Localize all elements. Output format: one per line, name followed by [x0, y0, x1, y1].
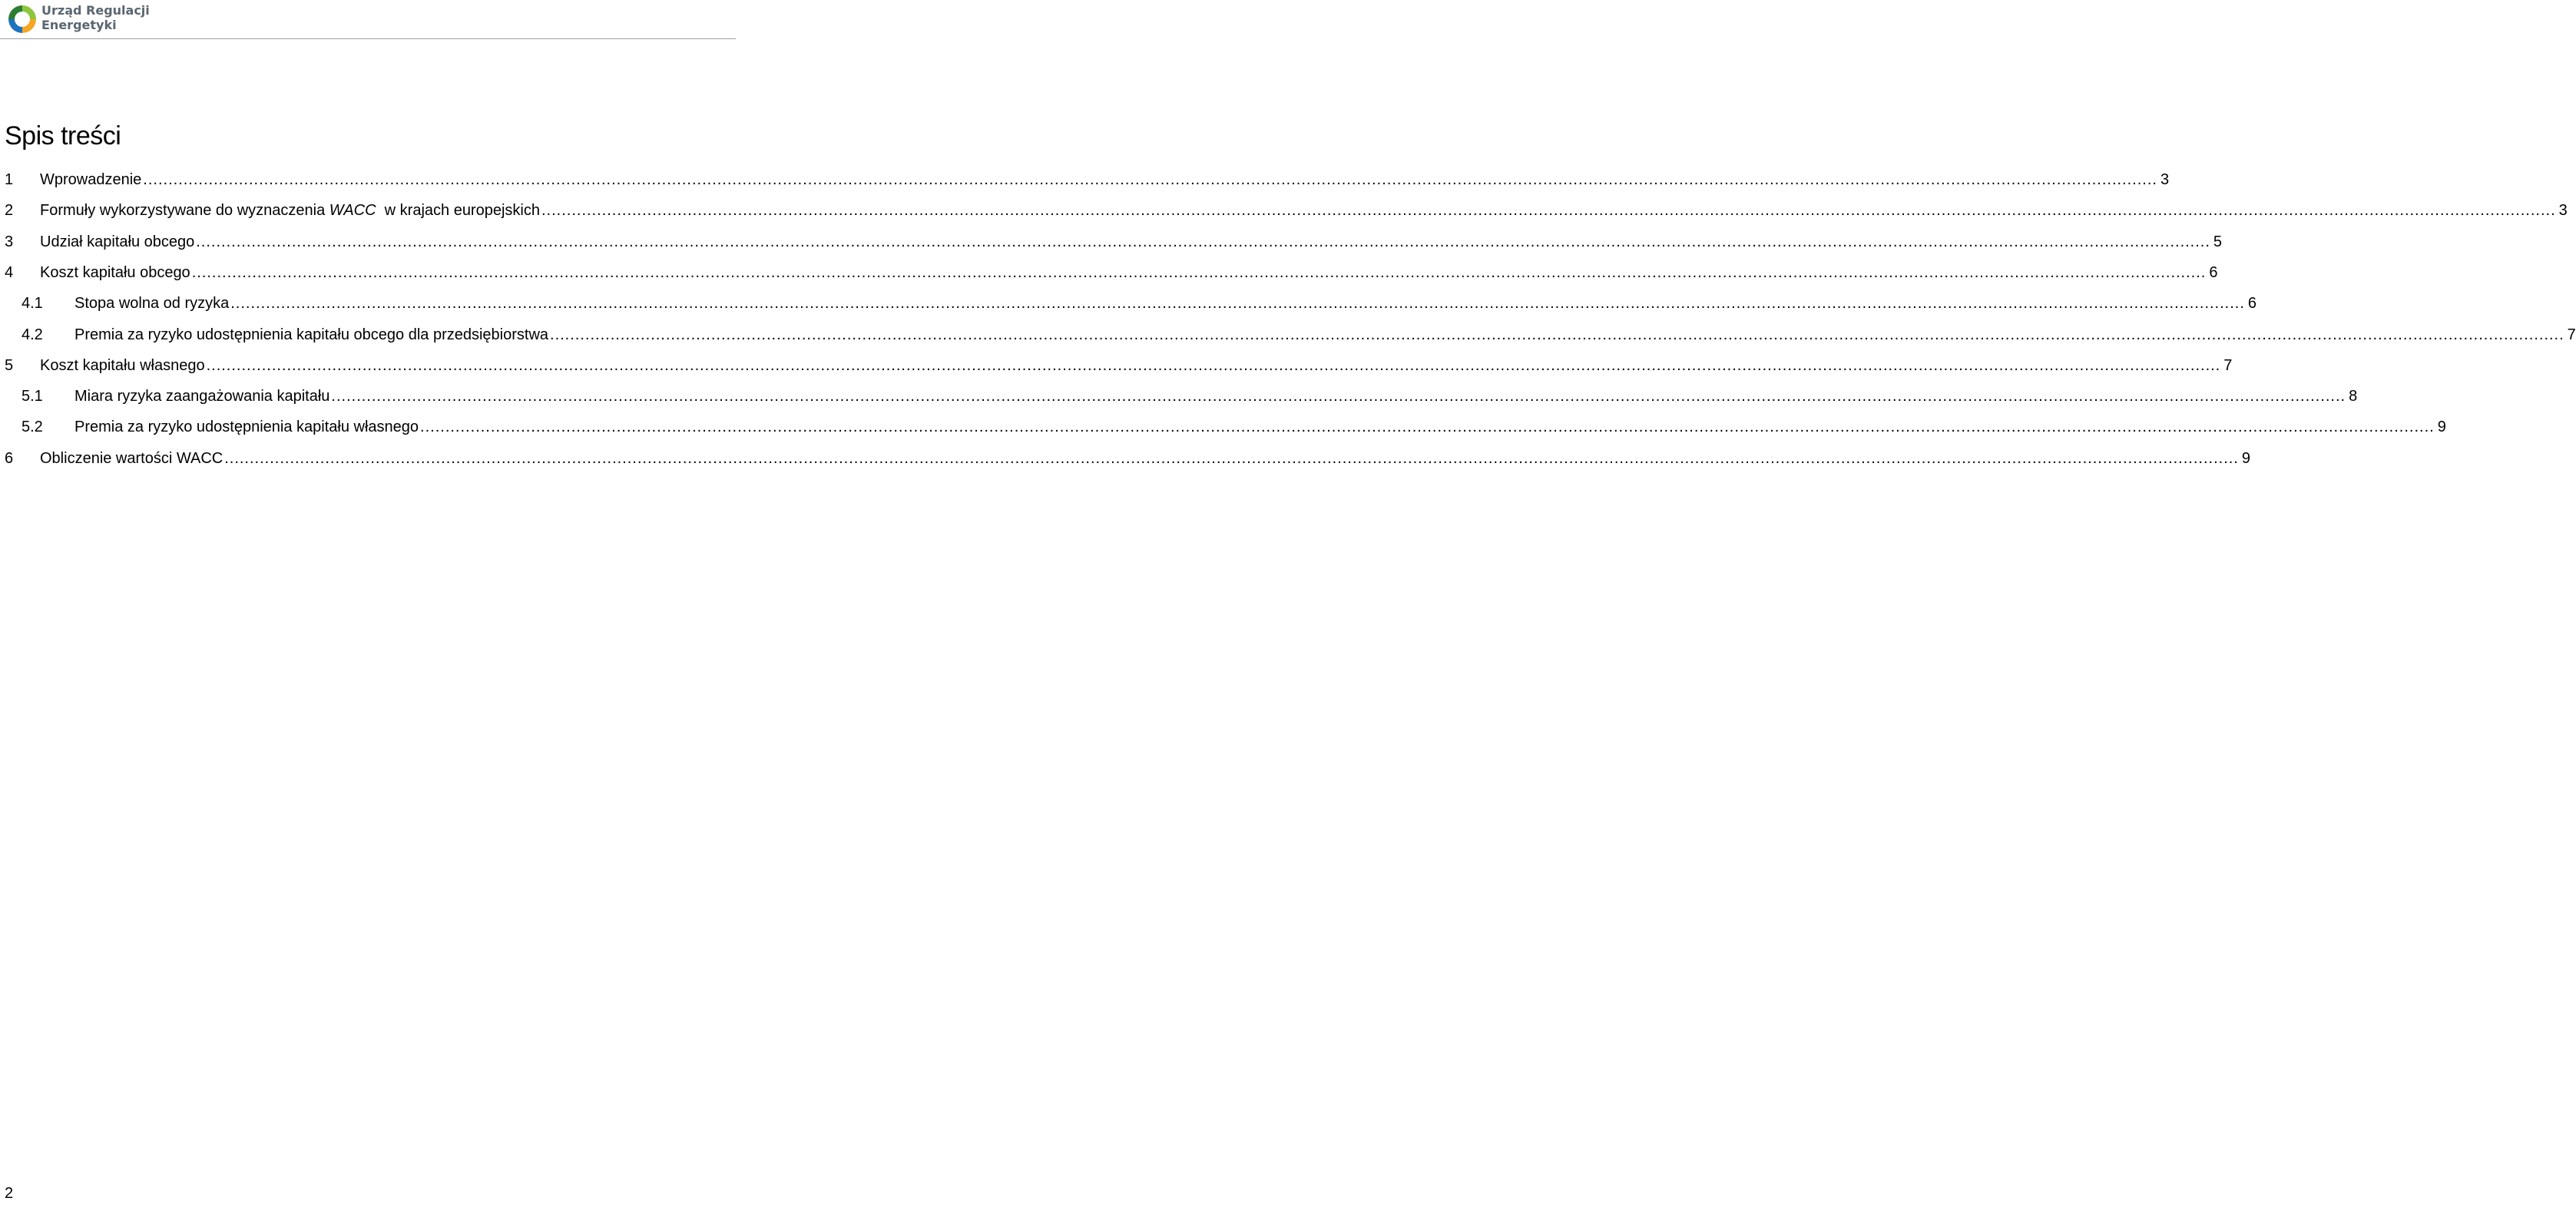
header-divider — [0, 38, 736, 39]
toc-dot-leader: ................................................................................................................................................................................................................................................................................................................................................................................................................ — [420, 419, 2435, 436]
toc-entry-title[interactable]: Obliczenie wartości WACC — [40, 449, 223, 467]
toc-entry-title[interactable]: Koszt kapitału własnego — [40, 356, 205, 374]
toc-entry-page: 6 — [2209, 263, 2218, 281]
toc-entry-page: 7 — [2223, 356, 2233, 374]
toc-entry[interactable] — [0, 381, 2358, 412]
toc-entry-title[interactable]: Wprowadzenie — [40, 171, 142, 188]
toc-entry-page: 9 — [2437, 419, 2446, 436]
toc-entry-page: 9 — [2241, 449, 2250, 467]
toc-dot-leader: ................................................................................................................................................................................................................................................................................................................................................................................................................ — [230, 295, 2245, 313]
toc-entry[interactable] — [0, 443, 2250, 474]
toc-entry-page: 7 — [2567, 326, 2576, 343]
toc-entry-number: 6 — [5, 449, 14, 467]
toc-entry[interactable] — [0, 288, 2257, 319]
toc-entry-title[interactable] — [40, 195, 540, 226]
toc-entry-title[interactable]: Miara ryzyka zaangażowania kapitału — [74, 388, 330, 405]
toc-dot-leader: ................................................................................................................................................................................................................................................................................................................................................................................................................ — [224, 449, 2239, 467]
toc-entry-page: 3 — [2160, 171, 2170, 188]
page-header — [0, 0, 737, 40]
toc-entry-title-italic: WACC — [329, 202, 376, 220]
logo-line-1: Urząd Regulacji — [41, 3, 150, 18]
toc-entry-number: 5 — [5, 356, 14, 374]
toc-entry-number: 4 — [5, 263, 14, 281]
toc-entry-title-part: Formuły wykorzystywane do wyznaczenia — [40, 202, 329, 220]
toc-entry-number: 3 — [5, 233, 14, 250]
toc-entry[interactable] — [0, 257, 2218, 288]
toc-title: Spis treści — [5, 121, 121, 151]
toc-entry-number: 5.2 — [22, 419, 43, 436]
toc-dot-leader: ................................................................................................................................................................................................................................................................................................................................................................................................................ — [550, 326, 2564, 343]
toc-dot-leader: ................................................................................................................................................................................................................................................................................................................................................................................................................ — [541, 202, 2556, 220]
toc-entry-number: 4.1 — [22, 295, 43, 313]
toc-entry-title-part: w krajach europejskich — [376, 202, 540, 220]
toc-entry-title[interactable]: Udział kapitału obcego — [40, 233, 195, 250]
toc-dot-leader: ................................................................................................................................................................................................................................................................................................................................................................................................................ — [191, 263, 2207, 281]
toc-dot-leader: ................................................................................................................................................................................................................................................................................................................................................................................................................ — [196, 233, 2210, 250]
toc-entry[interactable] — [0, 412, 2446, 442]
toc-entry-number: 1 — [5, 171, 14, 188]
toc-entry-page: 3 — [2558, 202, 2568, 220]
toc-entry[interactable] — [0, 350, 2233, 381]
toc-entry[interactable] — [0, 195, 2568, 226]
toc-dot-leader: ................................................................................................................................................................................................................................................................................................................................................................................................................ — [206, 356, 2221, 374]
toc-entry-page: 8 — [2349, 388, 2358, 405]
page-number: 2 — [5, 1185, 14, 1202]
toc-entry[interactable] — [0, 227, 2223, 257]
toc-dot-leader: ................................................................................................................................................................................................................................................................................................................................................................................................................ — [331, 388, 2346, 405]
toc-entry-title[interactable]: Koszt kapitału obcego — [40, 263, 190, 281]
logo-text — [41, 3, 150, 32]
toc-entry[interactable] — [0, 164, 2170, 195]
logo-line-2: Energetyki — [41, 18, 117, 32]
toc-entry[interactable] — [0, 319, 2576, 350]
toc-entry-number: 5.1 — [22, 388, 43, 405]
ure-ring-logo-icon — [6, 3, 38, 35]
toc-entry-title[interactable]: Premia za ryzyko udostępnienia kapitału obcego dla przedsiębiorstwa — [74, 326, 549, 343]
toc-entry-number: 2 — [5, 202, 14, 220]
toc-dot-leader: ................................................................................................................................................................................................................................................................................................................................................................................................................ — [143, 171, 2157, 188]
toc-entry-number: 4.2 — [22, 326, 43, 343]
toc-entry-title[interactable]: Stopa wolna od ryzyka — [74, 295, 230, 313]
toc-entry-page: 5 — [2213, 233, 2223, 250]
toc-entry-title[interactable]: Premia za ryzyko udostępnienia kapitału własnego — [74, 419, 419, 436]
toc-entry-page: 6 — [2247, 295, 2257, 313]
